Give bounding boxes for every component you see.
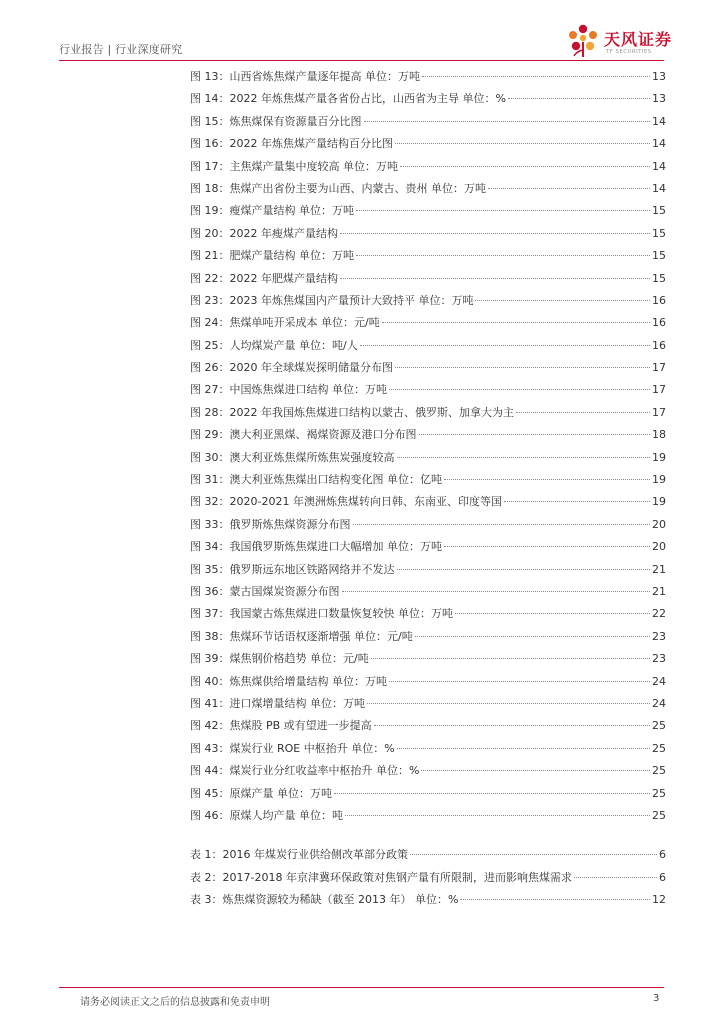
toc-entry[interactable] bbox=[190, 581, 666, 603]
dot-leader bbox=[395, 367, 650, 368]
toc-entry[interactable] bbox=[190, 312, 666, 334]
toc-entry[interactable] bbox=[190, 844, 666, 866]
toc-entry-page: 14 bbox=[652, 137, 666, 151]
toc-entry[interactable] bbox=[190, 715, 666, 737]
dot-leader bbox=[374, 725, 650, 726]
dot-leader bbox=[382, 322, 650, 323]
toc-entry-label: 图 34：我国俄罗斯炼焦煤进口大幅增加 单位：万吨 bbox=[190, 540, 442, 554]
dot-leader bbox=[334, 793, 650, 794]
toc-entry-label: 图 13：山西省炼焦煤产量逐年提高 单位：万吨 bbox=[190, 70, 420, 83]
toc-entry-page: 6 bbox=[659, 870, 666, 884]
toc-entry-label: 表 2：2017-2018 年京津冀环保政策对焦钢产量有所限制，进而影响焦煤需求 bbox=[190, 870, 572, 884]
footer-divider bbox=[59, 987, 664, 988]
toc-entry-label: 图 46：原煤人均产量 单位：吨 bbox=[190, 808, 343, 822]
dot-leader bbox=[397, 748, 650, 749]
page-number: 3 bbox=[653, 993, 660, 1004]
toc-entry-label: 表 1：2016 年煤炭行业供给侧改革部分政策 bbox=[190, 848, 408, 862]
toc-entry-page: 25 bbox=[652, 808, 666, 822]
toc-entry[interactable] bbox=[190, 469, 666, 491]
toc-entry-label: 图 32：2020-2021 年澳洲炼焦煤转向日韩、东南亚、印度等国 bbox=[190, 495, 502, 509]
toc-entry-page: 24 bbox=[652, 696, 666, 710]
toc-entry[interactable] bbox=[190, 805, 666, 827]
dot-leader bbox=[395, 143, 650, 144]
toc-entry-page: 17 bbox=[652, 405, 666, 419]
toc-entry-page: 15 bbox=[652, 226, 666, 240]
dot-leader bbox=[422, 76, 650, 77]
footer-disclaimer: 请务必阅读正文之后的信息披露和免责申明 bbox=[80, 997, 270, 1008]
toc-entry-label: 图 42：焦煤股 PB 或有望进一步提高 bbox=[190, 719, 372, 733]
toc-entry[interactable] bbox=[190, 200, 666, 222]
dot-leader bbox=[574, 877, 657, 878]
toc-entry-label: 图 18：焦煤产出省份主要为山西、内蒙古、贵州 单位：万吨 bbox=[190, 181, 486, 195]
dot-leader bbox=[356, 255, 650, 256]
dot-leader bbox=[400, 166, 650, 167]
toc-entry-page: 6 bbox=[659, 848, 666, 862]
dot-leader bbox=[360, 345, 650, 346]
toc-entry-page: 15 bbox=[652, 271, 666, 285]
toc-entry[interactable] bbox=[190, 402, 666, 424]
toc-entry[interactable] bbox=[190, 626, 666, 648]
dot-leader bbox=[342, 591, 651, 592]
toc-entry-label: 图 20：2022 年瘦煤产量结构 bbox=[190, 226, 338, 240]
toc-entry-label: 表 3：炼焦煤资源较为稀缺（截至 2013 年） 单位：% bbox=[190, 893, 459, 907]
toc-entry-page: 23 bbox=[652, 629, 666, 643]
logo-subtitle: TF SECURITIES bbox=[606, 49, 652, 55]
toc-entry[interactable] bbox=[190, 559, 666, 581]
dot-leader bbox=[364, 121, 651, 122]
toc-entry[interactable] bbox=[190, 491, 666, 513]
dot-leader bbox=[397, 457, 651, 458]
toc-entry[interactable] bbox=[190, 536, 666, 558]
toc-entry-page: 19 bbox=[652, 450, 666, 464]
toc-entry-label: 图 45：原煤产量 单位：万吨 bbox=[190, 786, 332, 800]
toc-entry-label: 图 31：澳大利亚炼焦煤出口结构变化图 单位：亿吨 bbox=[190, 473, 442, 487]
toc-entry-label: 图 14：2022 年炼焦煤产量各省份占比，山西省为主导 单位：% bbox=[190, 92, 506, 106]
toc-entry[interactable] bbox=[190, 357, 666, 379]
dot-leader bbox=[340, 233, 650, 234]
toc-entry-page: 15 bbox=[652, 249, 666, 263]
toc-entry-page: 20 bbox=[652, 517, 666, 531]
toc-entry[interactable] bbox=[190, 66, 666, 88]
tf-flower-icon bbox=[566, 24, 600, 60]
toc-entry-page: 13 bbox=[652, 70, 666, 83]
toc-entry-label: 图 30：澳大利亚炼焦煤所炼焦炭强度较高 bbox=[190, 450, 395, 464]
toc-entry[interactable] bbox=[190, 867, 666, 889]
logo-name: 天风证券 bbox=[604, 30, 673, 49]
toc-entry[interactable] bbox=[190, 88, 666, 110]
toc-entry-label: 图 43：煤炭行业 ROE 中枢抬升 单位：% bbox=[190, 741, 395, 755]
dot-leader bbox=[353, 524, 651, 525]
toc-entry-label: 图 29：澳大利亚黑煤、褐煤资源及港口分布图 bbox=[190, 428, 417, 442]
report-category: 行业报告 | 行业深度研究 bbox=[59, 43, 183, 56]
dot-leader bbox=[389, 389, 650, 390]
toc-entry-label: 图 44：煤炭行业分红收益率中枢抬升 单位：% bbox=[190, 764, 420, 778]
toc-entry-page: 16 bbox=[652, 293, 666, 307]
toc-entry-page: 19 bbox=[652, 495, 666, 509]
toc-entry-page: 15 bbox=[652, 204, 666, 218]
page-header bbox=[0, 0, 724, 64]
toc-entry-page: 14 bbox=[652, 114, 666, 128]
toc-entry-label: 图 24：焦煤单吨开采成本 单位：元/吨 bbox=[190, 316, 380, 330]
toc-entry-label: 图 33：俄罗斯炼焦煤资源分布图 bbox=[190, 517, 351, 531]
toc-entry-label: 图 16：2022 年炼焦煤产量结构百分比图 bbox=[190, 137, 393, 151]
toc-entry-label: 图 19：瘦煤产量结构 单位：万吨 bbox=[190, 204, 354, 218]
toc-entry[interactable] bbox=[190, 290, 666, 312]
toc-entry-label: 图 35：俄罗斯远东地区铁路网络并不发达 bbox=[190, 562, 395, 576]
toc-entry[interactable] bbox=[190, 156, 666, 178]
toc-entry[interactable] bbox=[190, 335, 666, 357]
dot-leader bbox=[410, 854, 657, 855]
dot-leader bbox=[444, 479, 650, 480]
toc-entry-page: 22 bbox=[652, 607, 666, 621]
toc-entry-page: 21 bbox=[652, 584, 666, 598]
toc-entry-label: 图 15：炼焦煤保有资源量百分比图 bbox=[190, 114, 362, 128]
toc-entry-page: 17 bbox=[652, 361, 666, 375]
company-logo bbox=[566, 24, 676, 64]
toc-entry[interactable] bbox=[190, 648, 666, 670]
toc-entry-label: 图 41：进口煤增量结构 单位：万吨 bbox=[190, 696, 365, 710]
dot-leader bbox=[415, 636, 650, 637]
dot-leader bbox=[419, 434, 651, 435]
toc-entry-page: 21 bbox=[652, 562, 666, 576]
toc-entry-label: 图 28：2022 年我国炼焦煤进口结构以蒙古、俄罗斯、加拿大为主 bbox=[190, 405, 514, 419]
toc-entry[interactable] bbox=[190, 738, 666, 760]
toc-entry-page: 23 bbox=[652, 652, 666, 666]
dot-leader bbox=[504, 501, 650, 502]
dot-leader bbox=[444, 546, 650, 547]
toc-entry[interactable] bbox=[190, 178, 666, 200]
toc-entry[interactable] bbox=[190, 268, 666, 290]
dot-leader bbox=[516, 412, 650, 413]
dot-leader bbox=[421, 770, 650, 771]
toc-entry[interactable] bbox=[190, 603, 666, 625]
dot-leader bbox=[371, 658, 650, 659]
figure-list bbox=[190, 66, 666, 827]
toc-entry-page: 20 bbox=[652, 540, 666, 554]
toc-entry[interactable] bbox=[190, 447, 666, 469]
toc-entry-label: 图 36：蒙古国煤炭资源分布图 bbox=[190, 584, 340, 598]
dot-leader bbox=[397, 569, 651, 570]
dot-leader bbox=[340, 278, 650, 279]
dot-leader bbox=[508, 98, 650, 99]
toc-entry-page: 16 bbox=[652, 338, 666, 352]
toc-entry-label: 图 25：人均煤炭产量 单位：吨/人 bbox=[190, 338, 358, 352]
toc-entry[interactable] bbox=[190, 133, 666, 155]
toc-entry[interactable] bbox=[190, 671, 666, 693]
toc-entry[interactable] bbox=[190, 760, 666, 782]
toc-entry-page: 25 bbox=[652, 719, 666, 733]
toc-entry-label: 图 17：主焦煤产量集中度较高 单位：万吨 bbox=[190, 159, 398, 173]
dot-leader bbox=[389, 681, 650, 682]
toc-entry-page: 25 bbox=[652, 741, 666, 755]
dot-leader bbox=[345, 815, 650, 816]
toc-entry[interactable] bbox=[190, 889, 666, 911]
toc-entry-page: 25 bbox=[652, 764, 666, 778]
dot-leader bbox=[356, 210, 650, 211]
section-gap bbox=[190, 827, 666, 844]
table-of-contents bbox=[190, 66, 666, 911]
toc-entry-label: 图 21：肥煤产量结构 单位：万吨 bbox=[190, 249, 354, 263]
toc-entry-page: 17 bbox=[652, 383, 666, 397]
toc-entry[interactable] bbox=[190, 111, 666, 133]
dot-leader bbox=[488, 188, 650, 189]
toc-entry-page: 14 bbox=[652, 159, 666, 173]
toc-entry-label: 图 40：炼焦煤供给增量结构 单位：万吨 bbox=[190, 674, 387, 688]
toc-entry-page: 19 bbox=[652, 473, 666, 487]
toc-entry-page: 13 bbox=[652, 92, 666, 106]
toc-entry-label: 图 38：焦煤环节话语权逐渐增强 单位：元/吨 bbox=[190, 629, 413, 643]
toc-entry-label: 图 26：2020 年全球煤炭探明储量分布图 bbox=[190, 361, 393, 375]
table-list bbox=[190, 844, 666, 911]
toc-entry[interactable] bbox=[190, 514, 666, 536]
toc-entry[interactable] bbox=[190, 693, 666, 715]
toc-entry[interactable] bbox=[190, 379, 666, 401]
toc-entry-page: 12 bbox=[652, 893, 666, 907]
toc-entry-page: 25 bbox=[652, 786, 666, 800]
dot-leader bbox=[475, 300, 650, 301]
toc-entry[interactable] bbox=[190, 245, 666, 267]
toc-entry-label: 图 39：煤焦钢价格趋势 单位：元/吨 bbox=[190, 652, 369, 666]
dot-leader bbox=[367, 703, 650, 704]
toc-entry-label: 图 37：我国蒙古炼焦煤进口数量恢复较快 单位：万吨 bbox=[190, 607, 453, 621]
toc-entry-page: 14 bbox=[652, 181, 666, 195]
toc-entry-page: 24 bbox=[652, 674, 666, 688]
toc-entry[interactable] bbox=[190, 424, 666, 446]
dot-leader bbox=[460, 899, 650, 900]
header-divider bbox=[59, 60, 664, 61]
dot-leader bbox=[455, 613, 650, 614]
toc-entry[interactable] bbox=[190, 783, 666, 805]
toc-entry-label: 图 27：中国炼焦煤进口结构 单位：万吨 bbox=[190, 383, 387, 397]
toc-entry[interactable] bbox=[190, 223, 666, 245]
toc-entry-page: 18 bbox=[652, 428, 666, 442]
toc-entry-label: 图 22：2022 年肥煤产量结构 bbox=[190, 271, 338, 285]
toc-entry-page: 16 bbox=[652, 316, 666, 330]
toc-entry-label: 图 23：2023 年炼焦煤国内产量预计大致持平 单位：万吨 bbox=[190, 293, 474, 307]
